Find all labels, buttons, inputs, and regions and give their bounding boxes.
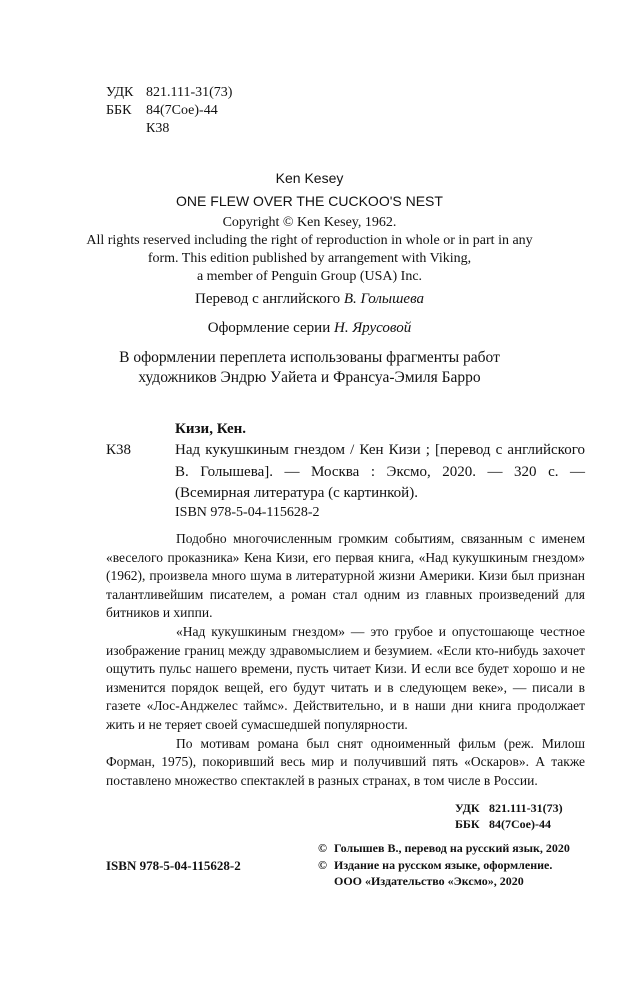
cover-credit-line: художников Эндрю Уайета и Франсуа-Эмиля Барро: [138, 369, 481, 386]
designer-credit: [60, 320, 559, 337]
annotation-paragraph: Подобно многочисленным громким событиям, связанным с именем «веселого проказника» Кена Кизи, его первая книга, «Над кукушкиным гнездом» (1962), произвела много шума в литературной жизни Америки. Кизи был признан талантливейшим писателем, а роман стал одним из главных произведений для битников и хиппи.: [106, 531, 585, 621]
bbk-value: 84(7Сое)-44: [146, 103, 218, 118]
copyright-symbol: ©: [318, 841, 327, 855]
translator-credit: [60, 291, 559, 308]
rights-line: All rights reserved including the right of reproduction in whole or in part in any: [86, 233, 533, 248]
bib-isbn: ISBN 978-5-04-115628-2: [175, 505, 320, 520]
udk-label: УДК: [106, 85, 134, 100]
rights-notice: [60, 214, 559, 286]
bbk-value: 84(7Сое)-44: [489, 817, 551, 831]
bib-description: Над кукушкиным гнездом / Кен Кизи ; [перевод с английского В. Голышева]. — Москва : Эксмо, 2020. — 320 с. — (Всемирная литература (с картинкой).: [175, 442, 585, 501]
designer-prefix: Оформление серии: [207, 320, 331, 336]
annotation-paragraph: «Над кукушкиным гнездом» — это грубое и опустошающе честное изображение границ между здравомыслием и безумием. «Если кто-нибудь захочет ощутить пульс нашего времени, пусть читает Кизи. И если все будет хорошо и не изменится порядок вещей, его будут читать и в следующем веке», — писали в газете «Лос-Анджелес таймс». Действительно, и в наши дни книга продолжает жить и не теряет своей сумасшедшей популярности.: [106, 623, 585, 732]
copyright-line: Copyright © Ken Kesey, 1962.: [222, 215, 397, 230]
cover-art-credit: [60, 348, 559, 388]
translator-prefix: Перевод с английского: [195, 291, 341, 307]
annotation-paragraph: По мотивам романа был снят одноименный фильм (реж. Милош Форман, 1975), покоривший весь мир и получивший пять «Оскаров». А также поставлено множество спектаклей в разных странах, в том числе в России.: [106, 735, 585, 788]
bbk-label: ББК: [455, 817, 480, 831]
copyright-line: Издание на русском языке, оформление.: [334, 857, 553, 872]
original-title: ONE FLEW OVER THE CUCKOO'S NEST: [176, 193, 443, 209]
rights-line: form. This edition published by arrangement with Viking,: [147, 251, 472, 266]
original-author: Ken Kesey: [275, 170, 344, 186]
designer-name: Н. Ярусовой: [333, 320, 412, 336]
rights-line: a member of Penguin Group (USA) Inc.: [196, 269, 423, 284]
classification-top: [106, 84, 232, 138]
copyright-line: ООО «Издательство «Эксмо», 2020: [334, 874, 524, 888]
copyright-line: Голышев В., перевод на русский язык, 2020: [334, 841, 570, 855]
footer-isbn: ISBN 978-5-04-115628-2: [106, 858, 241, 873]
bib-mark: К38: [106, 442, 132, 458]
udk-value: 821.111-31(73): [146, 85, 233, 100]
classification-bottom: [455, 800, 563, 832]
cover-credit-line: В оформлении переплета использованы фрагменты работ: [119, 349, 500, 366]
bbk-label: ББК: [106, 103, 132, 118]
copyright-block: [318, 840, 570, 890]
copyright-symbol: ©: [318, 857, 327, 872]
udk-value: 821.111-31(73): [489, 801, 563, 815]
author-mark: К38: [146, 121, 170, 136]
udk-label: УДК: [455, 801, 480, 815]
translator-name: В. Голышева: [343, 291, 424, 307]
annotation: [106, 530, 585, 790]
bib-author: Кизи, Кен.: [175, 421, 247, 437]
